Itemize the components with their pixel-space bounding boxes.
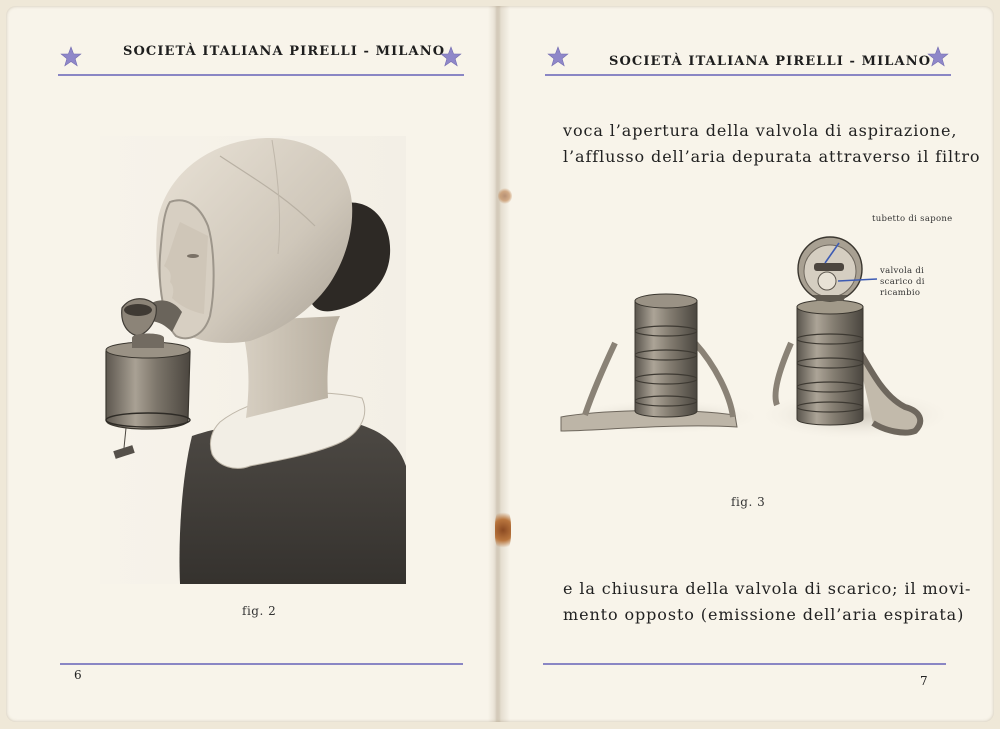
page-number-right: 7 <box>920 674 928 688</box>
body-text-line: voca l’apertura della valvola di aspirazione, <box>563 121 958 140</box>
body-text-line: l’afflusso dell’aria depurata attraverso il filtro <box>563 147 981 166</box>
star-icon <box>440 46 462 68</box>
figure-2-caption: fig. 2 <box>242 604 277 618</box>
header-rule <box>545 74 951 76</box>
paper-stain <box>498 188 512 204</box>
page-number-left: 6 <box>74 668 82 682</box>
figure-3-caption: fig. 3 <box>731 495 766 509</box>
book-gutter <box>488 6 510 722</box>
star-icon <box>60 46 82 68</box>
header-rule <box>58 74 464 76</box>
annotation-valve-line: valvola di <box>880 266 925 276</box>
body-text-line: e la chiusura della valvola di scarico; il movi- <box>563 579 972 598</box>
paper-stain <box>495 508 511 552</box>
footer-rule <box>60 663 463 665</box>
footer-rule <box>543 663 946 665</box>
annotation-soap-tube: tubetto di sapone <box>872 214 953 224</box>
right-running-header: SOCIETÀ ITALIANA PIRELLI - MILANO <box>609 54 932 69</box>
body-text-line: mento opposto (emissione dell’aria espirata) <box>563 605 965 624</box>
figure-2-photo <box>100 136 406 584</box>
star-icon <box>927 46 949 68</box>
left-running-header: SOCIETÀ ITALIANA PIRELLI - MILANO <box>123 44 446 59</box>
star-icon <box>547 46 569 68</box>
annotation-valve-line: scarico di <box>880 277 925 287</box>
annotation-valve-line: ricambio <box>880 288 921 298</box>
